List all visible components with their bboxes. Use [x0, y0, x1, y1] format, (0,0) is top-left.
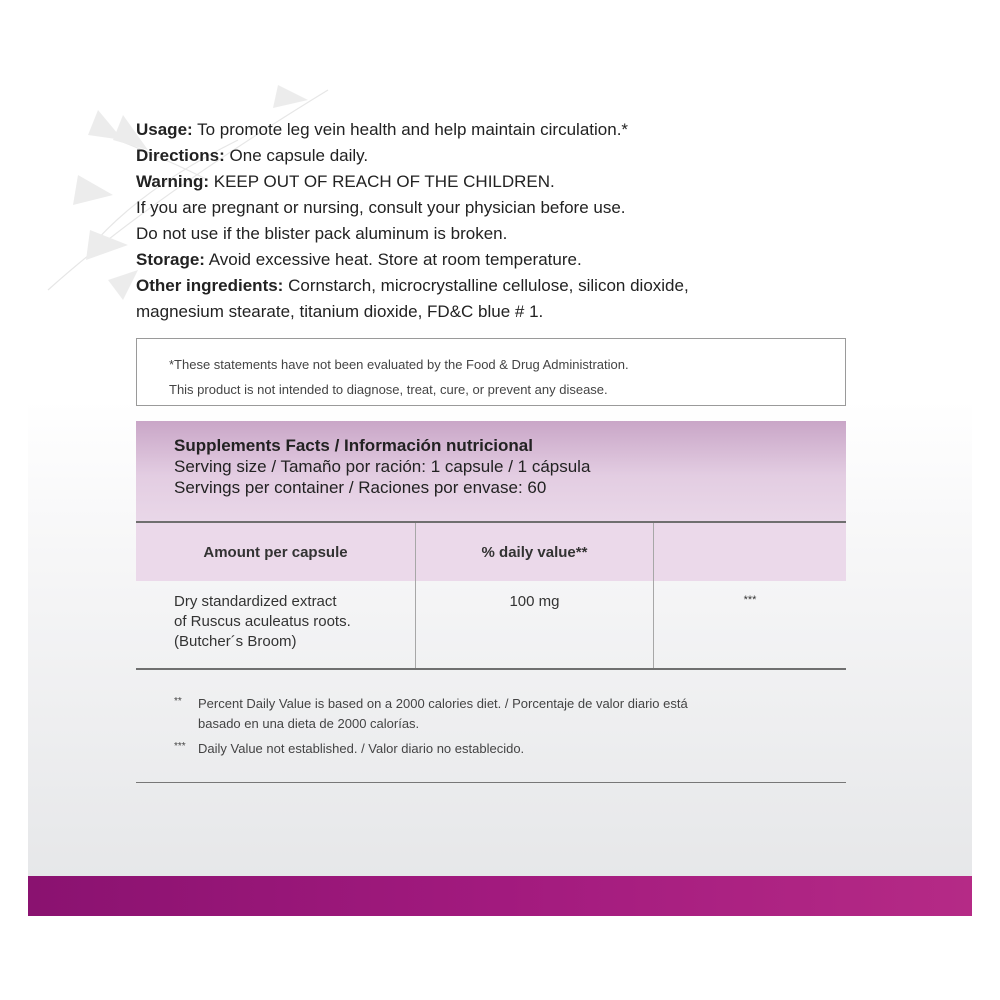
servings-per-container: Servings per container / Raciones por envase: 60 — [174, 478, 547, 497]
supplement-facts-title: Supplements Facts / Información nutricional — [174, 436, 533, 455]
serving-size: Serving size / Tamaño por ración: 1 capsule / 1 cápsula — [174, 457, 591, 476]
column-header-amount: Amount per capsule — [136, 523, 415, 581]
ingredient-name: Dry standardized extract of Ruscus aculeatus roots. (Butcher´s Broom) — [174, 593, 351, 650]
warning-line-3: Do not use if the blister pack aluminum is broken. — [136, 224, 508, 243]
footnote-rule — [136, 782, 846, 783]
ingredient-daily-value: *** — [743, 594, 757, 606]
fda-disclaimer-box — [136, 338, 846, 406]
accent-bar — [28, 876, 972, 916]
directions-line: Directions: One capsule daily. — [136, 146, 369, 165]
footnote-daily-value: ** Percent Daily Value is based on a 2000 calories diet. / Porcentaje de valor diario está basado en una dieta de 2000 calorías. — [174, 694, 814, 734]
warning-line-2: If you are pregnant or nursing, consult your physician before use. — [136, 198, 626, 217]
warning-line: Warning: KEEP OUT OF REACH OF THE CHILDREN. — [136, 172, 555, 191]
storage-line: Storage: Avoid excessive heat. Store at room temperature. — [136, 250, 582, 269]
other-ingredients-line-2: magnesium stearate, titanium dioxide, FD&C blue # 1. — [136, 302, 544, 321]
footnote-mark: ** — [174, 696, 182, 707]
usage-line: Usage: To promote leg vein health and help maintain circulation.* — [136, 120, 629, 139]
disclaimer-line-2: This product is not intended to diagnose, treat, cure, or prevent any disease. — [169, 382, 608, 397]
other-ingredients-line: Other ingredients: Cornstarch, microcrystalline cellulose, silicon dioxide, — [136, 276, 689, 295]
product-info — [136, 117, 836, 325]
disclaimer-line-1: *These statements have not been evaluated by the Food & Drug Administration. — [169, 357, 629, 372]
column-header-daily-value: % daily value** — [416, 523, 653, 581]
ingredient-amount: 100 mg — [509, 593, 560, 610]
column-header-empty — [654, 523, 846, 581]
footnote-mark: *** — [174, 741, 186, 752]
table-bottom-rule — [136, 668, 846, 670]
supplement-facts-header — [136, 421, 846, 521]
footnote-not-established: *** Daily Value not established. / Valor diario no establecido. — [174, 739, 814, 759]
